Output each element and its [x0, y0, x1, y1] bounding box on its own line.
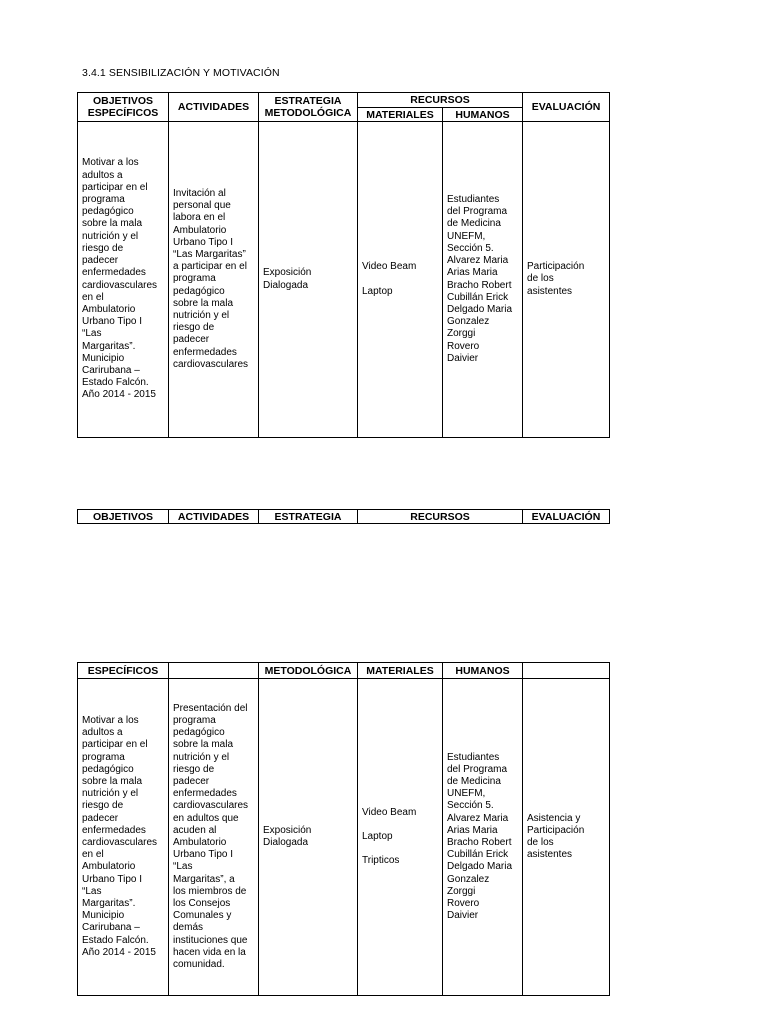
objetivo-cell — [78, 679, 169, 996]
cell-line: Invitación al — [173, 187, 226, 199]
cell-line: instituciones que — [173, 934, 248, 946]
cell-line: Asistencia y — [527, 812, 581, 824]
cell-line: enfermedades — [173, 788, 237, 800]
cell-line: riesgo de — [82, 242, 124, 254]
actividad-cell — [169, 679, 259, 996]
cell-line: Estado Falcón. — [82, 934, 149, 946]
cell-line: Daivier — [447, 910, 479, 922]
cell-line: Alvarez Maria — [447, 255, 509, 267]
cell-line — [362, 819, 438, 831]
cell-line: labora en el — [173, 212, 226, 224]
header-metodologica: METODOLÓGICA — [259, 663, 358, 679]
cell-line: padecer — [173, 334, 210, 346]
cell-line: Rovero — [447, 340, 480, 352]
cell-line: adultos a — [82, 169, 123, 181]
cell-line: Comunales y — [173, 910, 232, 922]
cell-line: Sección 5. — [447, 242, 494, 254]
header-evaluacion-empty — [523, 663, 610, 679]
cell-line: Video Beam — [362, 261, 417, 273]
cell-line: Dialogada — [263, 837, 309, 848]
cell-line: Zorggi — [447, 885, 476, 897]
cell-line: cardiovasculares — [173, 358, 249, 370]
planning-table-1 — [77, 92, 610, 438]
cell-line — [362, 843, 438, 855]
cell-line: Cubillán Erick — [447, 291, 509, 303]
humanos-cell — [443, 679, 523, 996]
materiales-cell — [358, 122, 443, 438]
cell-line: Arias Maria — [447, 267, 498, 279]
cell-line: sobre la mala — [173, 739, 234, 751]
cell-line: Año 2014 - 2015 — [82, 389, 156, 401]
cell-line: Dialogada — [263, 279, 309, 291]
header-estrategia: ESTRATEGIA — [259, 510, 358, 524]
cell-line: “Las — [82, 885, 102, 897]
cell-line: riesgo de — [173, 763, 215, 775]
cell-line: Margaritas”. — [82, 340, 136, 352]
cell-line: nutrición y el — [173, 310, 230, 321]
cell-line — [362, 274, 438, 286]
cell-line: Urbano Tipo I — [82, 873, 143, 885]
cell-line: Urbano Tipo I — [82, 316, 143, 328]
header-recursos: RECURSOS — [358, 93, 523, 108]
header-objetivos-line1: OBJETIVOS — [92, 95, 154, 107]
table-row — [78, 122, 610, 438]
cell-line: pedagógico — [173, 285, 225, 297]
cell-line: Exposición — [263, 267, 312, 279]
cell-line: Ambulatorio — [173, 224, 227, 236]
cell-line: Municipio — [82, 352, 125, 364]
cell-line: Motivar a los — [82, 714, 139, 726]
cell-line: Laptop — [362, 830, 393, 842]
cell-line: Urbano Tipo I — [173, 236, 234, 248]
cell-line: Estudiantes — [447, 751, 500, 763]
actividad-cell — [169, 122, 259, 438]
header-actividades: ACTIVIDADES — [169, 510, 259, 524]
cell-line: Delgado Maria — [447, 303, 513, 315]
cell-line: Año 2014 - 2015 — [82, 946, 156, 958]
cell-line: Urbano Tipo I — [173, 849, 234, 861]
table-row — [78, 679, 610, 996]
header-objetivos — [78, 93, 169, 122]
cell-line: Zorggi — [447, 328, 476, 340]
estrategia-cell — [259, 679, 358, 996]
cell-line: programa — [82, 751, 125, 763]
cell-line: pedagógico — [82, 763, 134, 775]
cell-line: riesgo de — [173, 322, 215, 334]
cell-line: UNEFM, — [447, 788, 486, 800]
cell-line: Delgado Maria — [447, 861, 513, 873]
cell-line: acuden al — [173, 824, 217, 836]
cell-line: del Programa — [447, 206, 508, 218]
cell-line: Daivier — [447, 352, 479, 364]
cell-line: Arias Maria — [447, 824, 498, 836]
cell-line: hacen vida en la — [173, 946, 246, 958]
cell-line: Bracho Robert — [447, 837, 512, 848]
cell-line: Video Beam — [362, 806, 417, 818]
cell-line: del Programa — [447, 763, 508, 775]
estrategia-cell — [259, 122, 358, 438]
header-objetivos: OBJETIVOS — [78, 510, 169, 524]
cell-line: enfermedades — [82, 267, 146, 279]
cell-line: sobre la mala — [82, 775, 143, 787]
cell-line: programa — [173, 273, 216, 285]
cell-line: de los — [527, 273, 554, 285]
cell-line: “Las — [82, 328, 102, 340]
header-materiales: MATERIALES — [358, 108, 443, 122]
cell-line: sobre la mala — [82, 218, 143, 230]
cell-line: padecer — [173, 775, 210, 787]
cell-line: sobre la mala — [173, 297, 234, 309]
cell-line: Alvarez Maria — [447, 812, 509, 824]
cell-line: Estudiantes — [447, 194, 500, 206]
header-actividades-empty — [169, 663, 259, 679]
header-humanos: HUMANOS — [443, 108, 523, 122]
cell-line: asistentes — [527, 285, 573, 297]
header-actividades: ACTIVIDADES — [169, 93, 259, 122]
cell-line: cardiovasculares — [82, 837, 158, 848]
header-estrategia — [259, 93, 358, 122]
header-evaluacion: EVALUACIÓN — [523, 510, 610, 524]
cell-line: los Consejos — [173, 898, 231, 910]
cell-line: Municipio — [82, 910, 125, 922]
cell-line: Ambulatorio — [82, 861, 136, 873]
cell-line: a participar en el — [173, 261, 247, 273]
cell-line: nutrición y el — [173, 751, 230, 763]
cell-line: Participación — [527, 824, 585, 836]
section-title: 3.4.1 SENSIBILIZACIÓN Y MOTIVACIÓN — [82, 67, 280, 79]
cell-line: pedagógico — [173, 727, 225, 739]
evaluacion-cell — [523, 122, 610, 438]
cell-line: nutrición y el — [82, 230, 139, 242]
cell-line: adultos a — [82, 727, 123, 739]
cell-line: participar en el — [82, 739, 148, 751]
header-especificos: ESPECÍFICOS — [78, 663, 169, 679]
cell-line: Sección 5. — [447, 800, 494, 812]
cell-line: participar en el — [82, 181, 148, 193]
cell-line: cardiovasculares — [173, 800, 249, 812]
cell-line: Presentación del — [173, 702, 248, 714]
cell-line: Cubillán Erick — [447, 849, 509, 861]
cell-line: pedagógico — [82, 206, 134, 218]
cell-line: Motivar a los — [82, 157, 139, 169]
cell-line: Bracho Robert — [447, 279, 512, 291]
cell-line: riesgo de — [82, 800, 124, 812]
cell-line: en el — [82, 849, 104, 861]
header-evaluacion: EVALUACIÓN — [523, 93, 610, 122]
cell-line: Gonzalez — [447, 873, 490, 885]
cell-line: Carirubana – — [82, 922, 140, 934]
cell-line: Margaritas”. — [82, 898, 136, 910]
cell-line: asistentes — [527, 849, 573, 861]
header-objetivos-line2: ESPECÍFICOS — [87, 107, 159, 119]
planning-table-3 — [77, 662, 610, 996]
cell-line: en el — [82, 291, 104, 303]
objetivo-cell — [78, 122, 169, 438]
planning-table-2-header — [77, 509, 610, 524]
cell-line: Tripticos — [362, 855, 400, 867]
cell-line: “Las — [173, 861, 193, 873]
header-humanos: HUMANOS — [443, 663, 523, 679]
cell-line: nutrición y el — [82, 788, 139, 800]
cell-line: padecer — [82, 812, 119, 824]
cell-line: Exposición — [263, 824, 312, 836]
cell-line: Margaritas”, a — [173, 873, 235, 885]
cell-line: Estado Falcón. — [82, 377, 149, 389]
header-estrategia-line1: ESTRATEGIA — [274, 95, 342, 107]
cell-line: programa — [82, 194, 125, 206]
cell-line: Ambulatorio — [82, 303, 136, 315]
materiales-cell — [358, 679, 443, 996]
cell-line: los miembros de — [173, 885, 247, 897]
cell-line: en adultos que — [173, 812, 239, 824]
header-recursos: RECURSOS — [358, 510, 523, 524]
cell-line: cardiovasculares — [82, 279, 158, 291]
evaluacion-cell — [523, 679, 610, 996]
cell-line: “Las Margaritas” — [173, 248, 246, 260]
cell-line: Participación — [527, 261, 585, 273]
cell-line: enfermedades — [173, 346, 237, 358]
humanos-cell — [443, 122, 523, 438]
cell-line: UNEFM, — [447, 230, 486, 242]
cell-line: programa — [173, 714, 216, 726]
cell-line: demás — [173, 922, 204, 934]
cell-line: de Medicina — [447, 775, 501, 787]
cell-line: enfermedades — [82, 824, 146, 836]
cell-line: comunidad. — [173, 959, 225, 971]
header-materiales: MATERIALES — [358, 663, 443, 679]
cell-line: Ambulatorio — [173, 837, 227, 848]
cell-line: Carirubana – — [82, 364, 140, 376]
cell-line: personal que — [173, 200, 231, 212]
cell-line: de Medicina — [447, 218, 501, 230]
header-estrategia-line2: METODOLÓGICA — [264, 107, 352, 119]
cell-line: Rovero — [447, 898, 480, 910]
cell-line: de los — [527, 837, 554, 848]
cell-line: padecer — [82, 255, 119, 267]
cell-line: Gonzalez — [447, 316, 490, 328]
cell-line: Laptop — [362, 285, 393, 297]
